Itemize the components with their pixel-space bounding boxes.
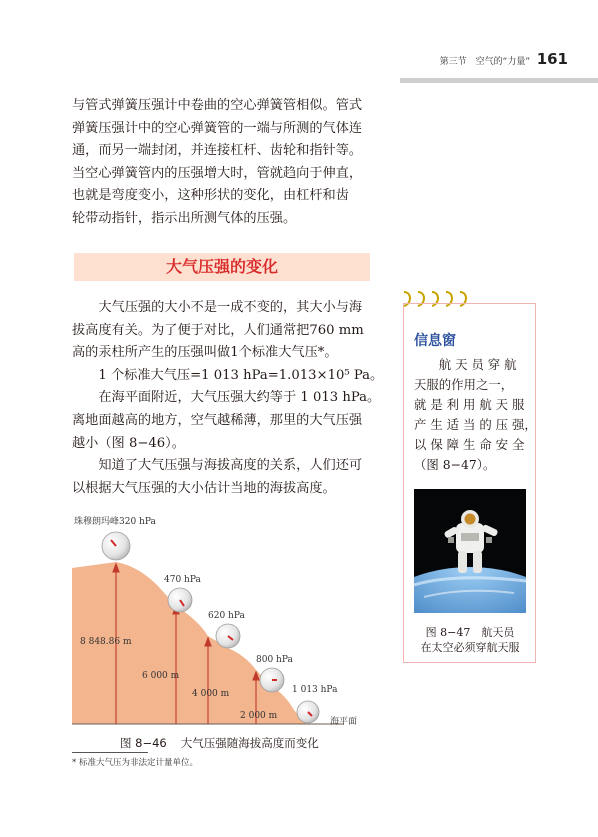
text-line: 越小（图 8−46）。 <box>72 435 185 451</box>
gauge-ball <box>168 588 192 612</box>
label-620: 620 hPa <box>208 611 245 621</box>
label-470: 470 hPa <box>164 575 201 585</box>
text-line: 弹簧压强计中的空心弹簧管的一端与所测的气体连 <box>72 120 363 136</box>
info-box-text <box>414 355 537 475</box>
label-6000: 6 000 m <box>142 671 180 681</box>
figure-caption-text: 大气压强随海拔高度而变化 <box>180 736 319 750</box>
text-line: （图 8−47）。 <box>414 457 496 472</box>
text-line: 离地面越高的地方，空气越稀薄，那里的大气压强 <box>72 412 363 428</box>
label-800: 800 hPa <box>256 655 293 665</box>
gauge-ball <box>260 668 284 692</box>
text-line: 拔高度有关。为了便于对比，人们通常把760 mm <box>72 322 364 338</box>
astronaut-photo <box>414 489 526 613</box>
pressure-altitude-figure <box>68 510 378 736</box>
label-8848: 8 848.86 m <box>80 637 132 647</box>
text-line: 以根据大气压强的大小估计当地的海拔高度。 <box>72 480 336 496</box>
figure-caption <box>120 735 319 751</box>
info-box-title: 信息窗 <box>414 333 456 349</box>
section-title: 大气压强的变化 <box>165 257 278 276</box>
caption-line: 图 8−47 航天员 <box>425 626 515 639</box>
label-1013: 1 013 hPa <box>292 685 338 695</box>
footnote: * 标准大气压为非法定计量单位。 <box>72 758 198 768</box>
label-sea-level: 海平面 <box>330 717 358 727</box>
text-line: 大气压强的大小不是一成不变的，其大小与海 <box>72 300 363 315</box>
figure-caption-number: 图 8−46 <box>120 736 167 750</box>
text-line: 通，而另一端封闭，并连接杠杆、齿轮和指针等。 <box>72 143 363 159</box>
text-line: 以 保 障 生 命 安 全 <box>414 437 525 452</box>
footnote-rule <box>72 752 148 753</box>
text-line: 航 天 员 穿 航 <box>414 357 517 372</box>
text-line: 与管式弹簧压强计中卷曲的空心弹簧管相似。管式 <box>72 98 363 113</box>
text-line: 1 个标准大气压=1 013 hPa=1.013×10⁵ Pa。 <box>72 367 384 383</box>
gauge-ball <box>102 532 130 560</box>
label-everest: 珠穆朗玛峰320 hPa <box>74 517 156 527</box>
text-line: 就 是 利 用 航 天 服 <box>414 397 525 412</box>
label-2000: 2 000 m <box>240 711 278 721</box>
page-number: 161 <box>536 50 568 68</box>
gauge-ball <box>216 624 240 648</box>
text-line: 高的汞柱所产生的压强叫做1个标准大气压*。 <box>72 345 338 361</box>
gauge-ball <box>297 701 319 723</box>
text-line: 天服的作用之一， <box>414 377 514 392</box>
caption-line: 在太空必须穿航天服 <box>420 641 520 654</box>
text-line: 知道了大气压强与海拔高度的关系，人们还可 <box>72 458 363 474</box>
text-line: 也就是弯度变小，这种形状的变化，由杠杆和齿 <box>72 188 349 204</box>
running-header: 第三节 空气的“力量” <box>439 57 530 67</box>
text-line: 当空心弹簧管内的压强增大时，管就趋向于伸直， <box>72 165 363 181</box>
text-line: 在海平面附近，大气压强大约等于 1 013 hPa。 <box>72 390 381 406</box>
header-rule <box>400 78 598 83</box>
intro-paragraph <box>72 95 370 231</box>
label-4000: 4 000 m <box>192 689 230 699</box>
text-line: 产 生 适 当 的 压 强， <box>414 417 537 432</box>
text-line: 轮带动指针，指示出所测气体的压强。 <box>72 210 297 226</box>
info-figure-caption <box>406 625 534 655</box>
body-paragraph <box>72 297 384 500</box>
